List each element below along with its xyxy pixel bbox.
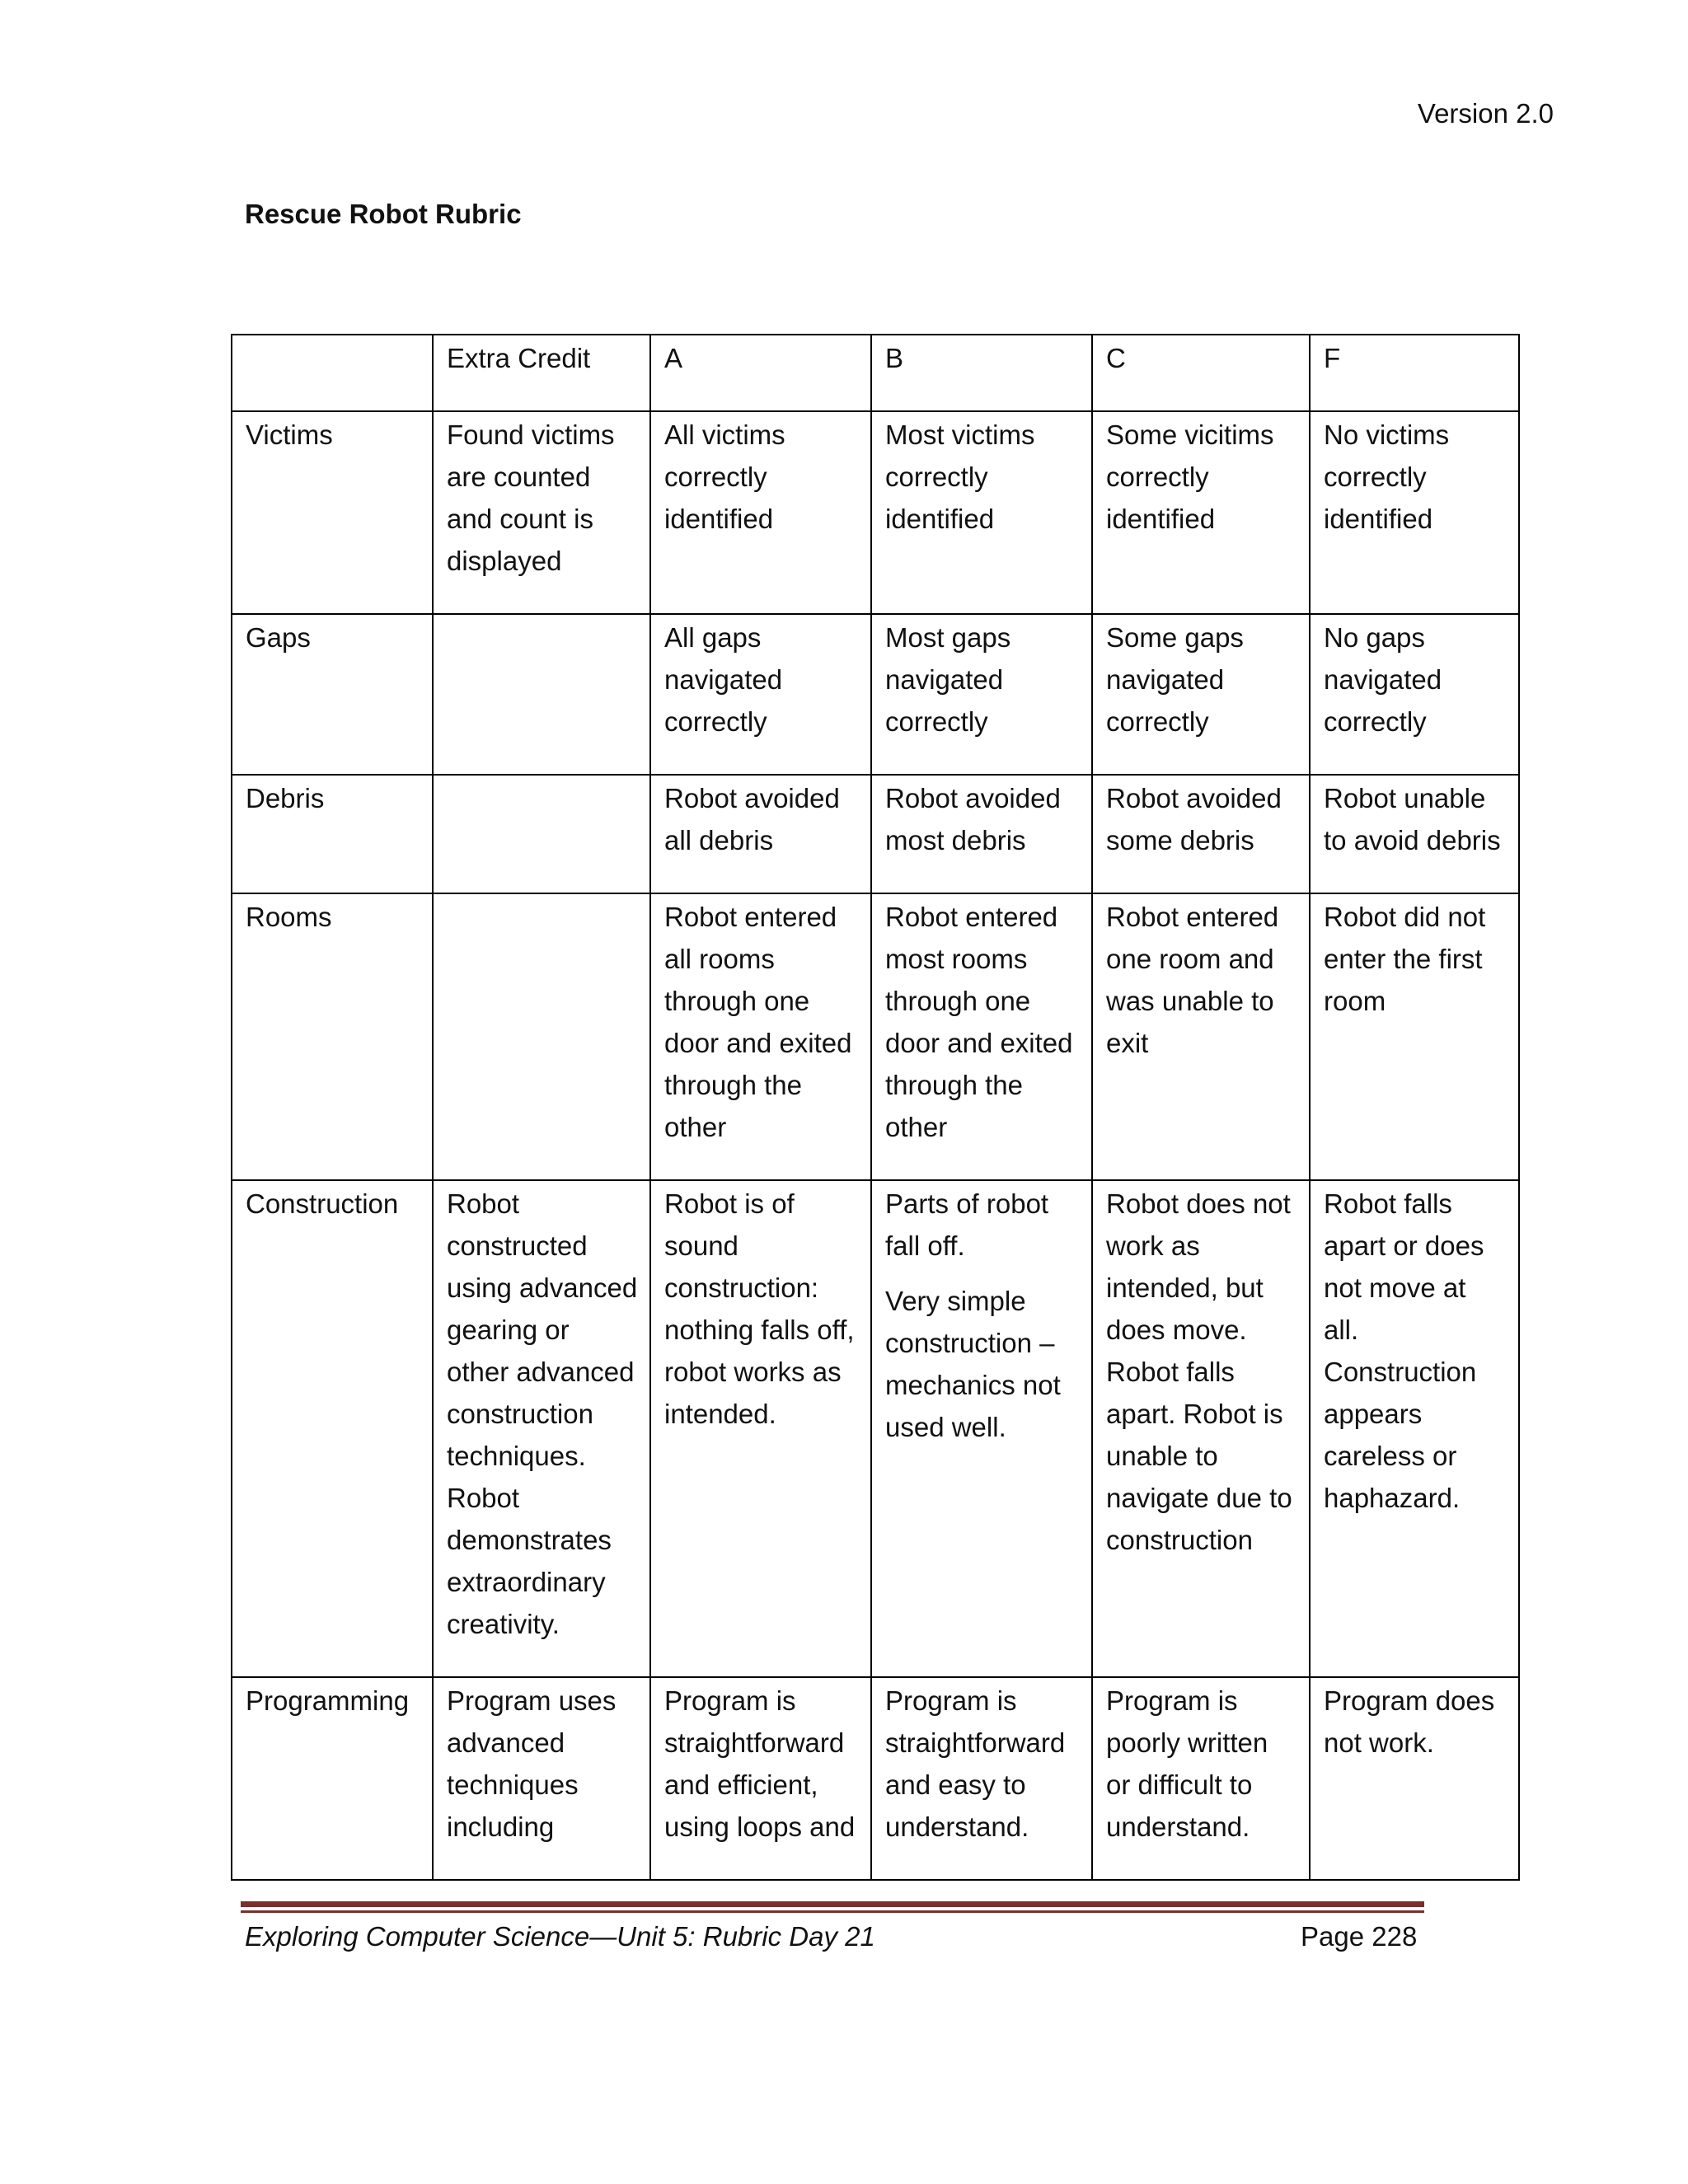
grade-a-cell: All gaps navigated correctly [650, 614, 871, 775]
grade-f-cell: Robot unable to avoid debris [1310, 775, 1519, 893]
version-label: Version 2.0 [1417, 98, 1554, 129]
grade-f-cell: No victims correctly identified [1310, 411, 1519, 614]
table-row-programming [232, 1677, 1519, 1880]
grade-f-cell: Program does not work. [1310, 1677, 1519, 1880]
header-cell-empty [232, 335, 433, 411]
grade-b-paragraph: Parts of robot fall off. [885, 1188, 1049, 1261]
extra-credit-cell [433, 893, 650, 1180]
header-cell-a: A [650, 335, 871, 411]
grade-b-cell: Program is straightforward and easy to understand. [871, 1677, 1092, 1880]
grade-b-cell: Most victims correctly identified [871, 411, 1092, 614]
extra-credit-cell [433, 614, 650, 775]
rubric-table [231, 334, 1520, 1881]
grade-a-cell: Robot entered all rooms through one door and exited through the other [650, 893, 871, 1180]
criterion-cell: Gaps [232, 614, 433, 775]
grade-a-cell: Robot is of sound construction: nothing falls off, robot works as intended. [650, 1180, 871, 1677]
extra-credit-cell: Found victims are counted and count is displayed [433, 411, 650, 614]
table-row-construction [232, 1180, 1519, 1677]
extra-credit-cell [433, 775, 650, 893]
grade-b-cell [871, 1180, 1092, 1677]
grade-a-cell: Robot avoided all debris [650, 775, 871, 893]
header-cell-b: B [871, 335, 1092, 411]
table-header-row [232, 335, 1519, 411]
footer-course-title: Exploring Computer Science—Unit 5: Rubric Day 21 [245, 1921, 875, 1952]
grade-b-cell: Most gaps navigated correctly [871, 614, 1092, 775]
criterion-cell: Construction [232, 1180, 433, 1677]
table-row-debris [232, 775, 1519, 893]
grade-b-cell: Robot entered most rooms through one door and exited through the other [871, 893, 1092, 1180]
header-cell-c: C [1092, 335, 1310, 411]
grade-b-cell: Robot avoided most debris [871, 775, 1092, 893]
grade-c-cell: Program is poorly written or difficult to understand. [1092, 1677, 1310, 1880]
table-row-victims [232, 411, 1519, 614]
footer-divider-thin [241, 1910, 1424, 1913]
criterion-cell: Victims [232, 411, 433, 614]
grade-c-cell: Some vicitims correctly identified [1092, 411, 1310, 614]
table-row-gaps [232, 614, 1519, 775]
criterion-cell: Debris [232, 775, 433, 893]
extra-credit-cell: Robot constructed using advanced gearing or other advanced construction techniques. Robot demonstrates extraordinary creativity. [433, 1180, 650, 1677]
grade-f-cell: Robot falls apart or does not move at all. Construction appears careless or haphazard. [1310, 1180, 1519, 1677]
grade-a-cell: Program is straightforward and efficient, using loops and [650, 1677, 871, 1880]
criterion-cell: Programming [232, 1677, 433, 1880]
footer-page-number: Page 228 [1301, 1921, 1418, 1952]
page-title: Rescue Robot Rubric [245, 199, 522, 229]
header-cell-f: F [1310, 335, 1519, 411]
extra-credit-cell: Program uses advanced techniques including [433, 1677, 650, 1880]
criterion-cell: Rooms [232, 893, 433, 1180]
grade-c-cell: Some gaps navigated correctly [1092, 614, 1310, 775]
grade-f-cell: No gaps navigated correctly [1310, 614, 1519, 775]
grade-a-cell: All victims correctly identified [650, 411, 871, 614]
grade-f-cell: Robot did not enter the first room [1310, 893, 1519, 1180]
grade-c-cell: Robot avoided some debris [1092, 775, 1310, 893]
grade-b-paragraph: Very simple construction – mechanics not used well. [885, 1286, 1061, 1442]
table-row-rooms [232, 893, 1519, 1180]
grade-c-cell: Robot does not work as intended, but does move. Robot falls apart. Robot is unable to navigate due to construction [1092, 1180, 1310, 1677]
grade-c-cell: Robot entered one room and was unable to exit [1092, 893, 1310, 1180]
header-cell-extra-credit: Extra Credit [433, 335, 650, 411]
footer-divider-thick [241, 1901, 1424, 1907]
